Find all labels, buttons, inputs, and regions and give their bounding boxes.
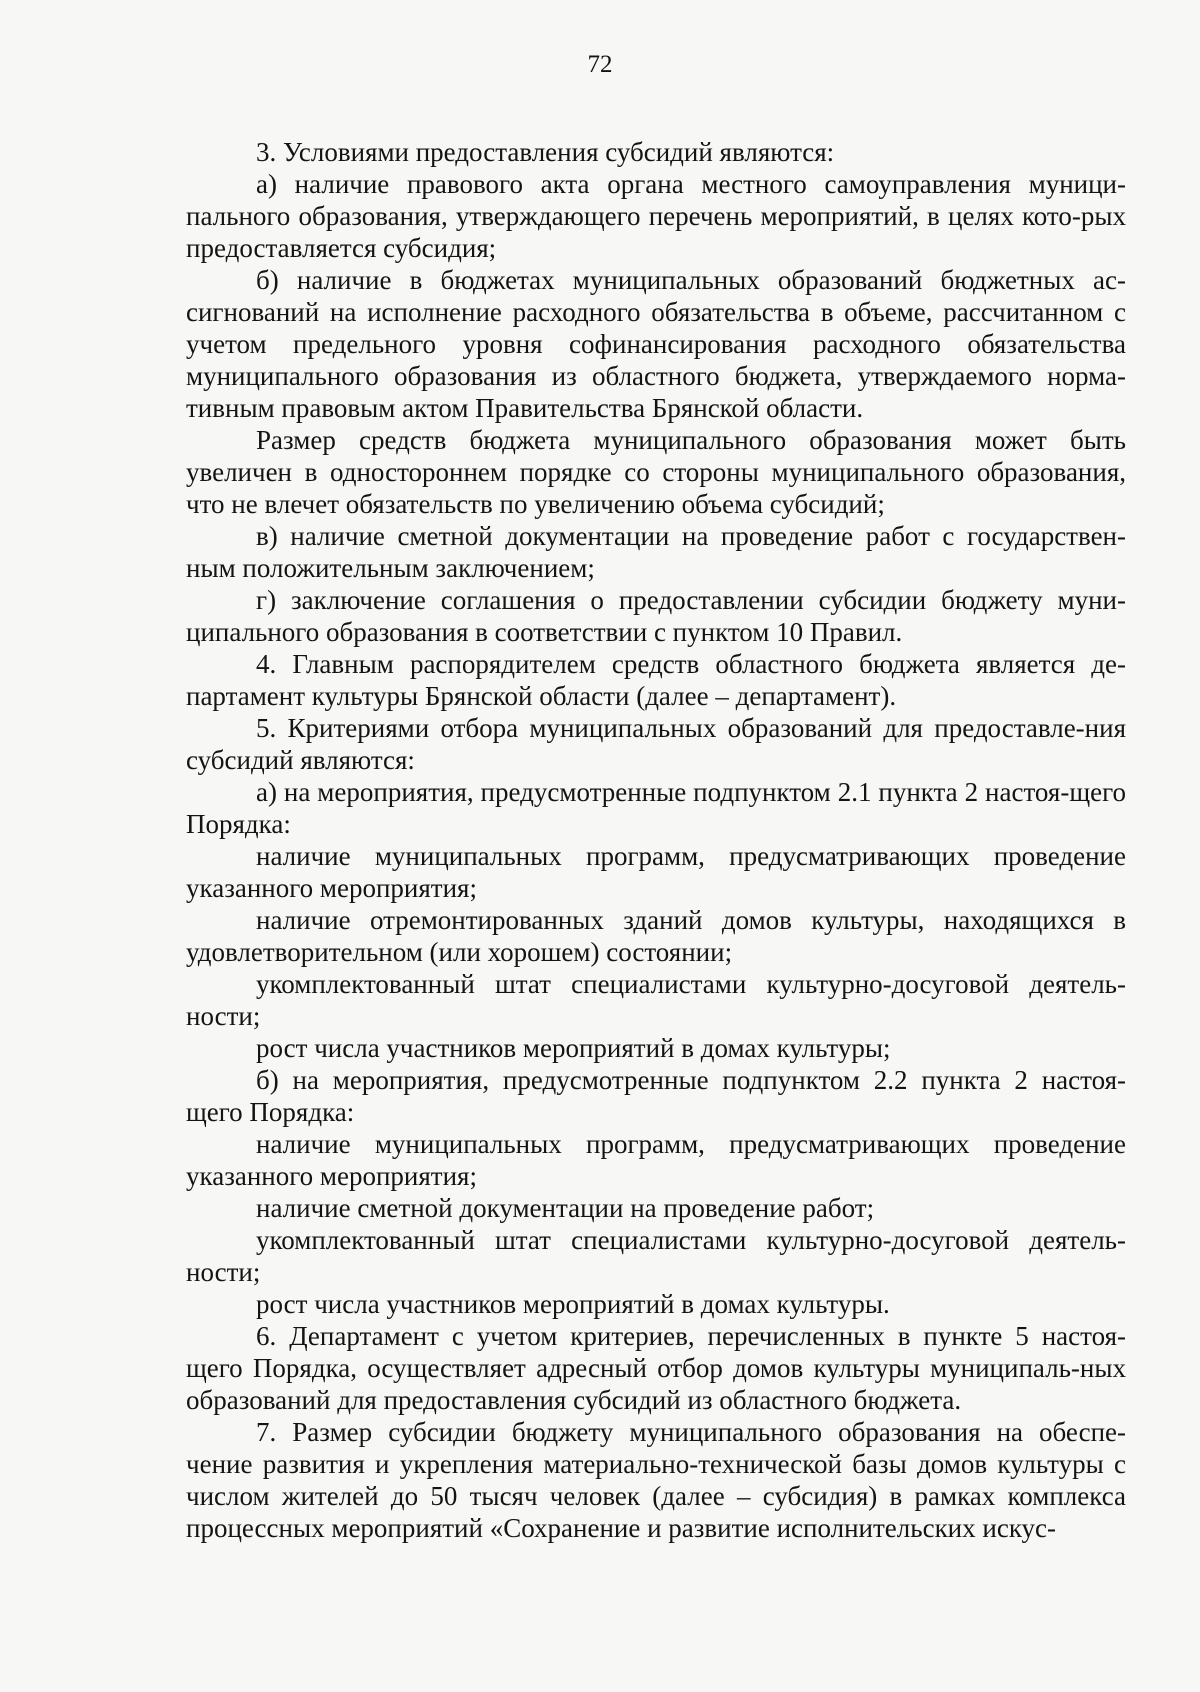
paragraph-criteria-a-programs: наличие муниципальных программ, предусматривающих проведение указанного мероприятия; (186, 841, 1126, 903)
paragraph-item-6-selection: 6. Департамент с учетом критериев, перечисленных в пункте 5 настоя-щего Порядка, осуществляет адресный отбор домов культуры муниципаль-ных образований для предоставления субсидий из областного бюджета. (186, 1321, 1126, 1415)
paragraph-criteria-a-participants: рост числа участников мероприятий в домах культуры; (256, 1033, 891, 1063)
paragraph-item-5-criteria: 5. Критериями отбора муниципальных образований для предоставле-ния субсидий являются: (186, 713, 1126, 775)
paragraph-criteria-b-staff: укомплектованный штат специалистами культурно-досуговой деятель-ности; (186, 1225, 1126, 1287)
paragraph-criteria-a-buildings: наличие отремонтированных зданий домов культуры, находящихся в удовлетворительном (или хорошем) состоянии; (186, 905, 1126, 967)
paragraph-item-3-conditions: 3. Условиями предоставления субсидий являются: (256, 137, 835, 167)
page-number: 72 (587, 51, 613, 78)
paragraph-condition-v: в) наличие сметной документации на проведение работ с государствен-ным положительным заключением; (186, 521, 1126, 583)
paragraph-condition-b: б) наличие в бюджетах муниципальных образований бюджетных ас-сигнований на исполнение расходного обязательства в объеме, рассчитанном с учетом предельного уровня софинансирования расходного обязательства муниципального образования из областного бюджета, утверждаемого норма-тивным правовым актом Правительства Брянской области. (186, 265, 1126, 423)
paragraph-item-4-main-manager: 4. Главным распорядителем средств областного бюджета является де-партамент культуры Брянской области (далее – департамент). (186, 649, 1126, 711)
paragraph-condition-a: а) наличие правового акта органа местного самоуправления муници-пального образования, утверждающего перечень мероприятий, в целях кото-рых предоставляется субсидия; (186, 169, 1126, 263)
paragraph-item-7-subsidy-size: 7. Размер субсидии бюджету муниципального образования на обеспе-чение развития и укрепления материально-технической базы домов культуры с числом жителей до 50 тысяч человек (далее – субсидия) в рамках комплекса процессных мероприятий «Сохранение и развитие исполнительских искус- (186, 1417, 1126, 1543)
paragraph-criteria-b-estimates: наличие сметной документации на проведение работ; (256, 1193, 875, 1223)
paragraph-criteria-a: а) на мероприятия, предусмотренные подпунктом 2.1 пункта 2 настоя-щего Порядка: (186, 777, 1126, 839)
paragraph-criteria-b-programs: наличие муниципальных программ, предусматривающих проведение указанного мероприятия; (186, 1129, 1126, 1191)
document-body (186, 136, 1126, 1544)
paragraph-criteria-a-staff: укомплектованный штат специалистами культурно-досуговой деятель-ности; (186, 969, 1126, 1031)
paragraph-criteria-b: б) на мероприятия, предусмотренные подпунктом 2.2 пункта 2 настоя-щего Порядка: (186, 1065, 1126, 1127)
paragraph-budget-size: Размер средств бюджета муниципального образования может быть увеличен в одностороннем порядке со стороны муниципального образования, что не влечет обязательств по увеличению объема субсидий; (186, 425, 1126, 519)
paragraph-criteria-b-participants: рост числа участников мероприятий в домах культуры. (256, 1289, 890, 1319)
paragraph-condition-g: г) заключение соглашения о предоставлении субсидии бюджету муни-ципального образования в соответствии с пунктом 10 Правил. (186, 585, 1126, 647)
